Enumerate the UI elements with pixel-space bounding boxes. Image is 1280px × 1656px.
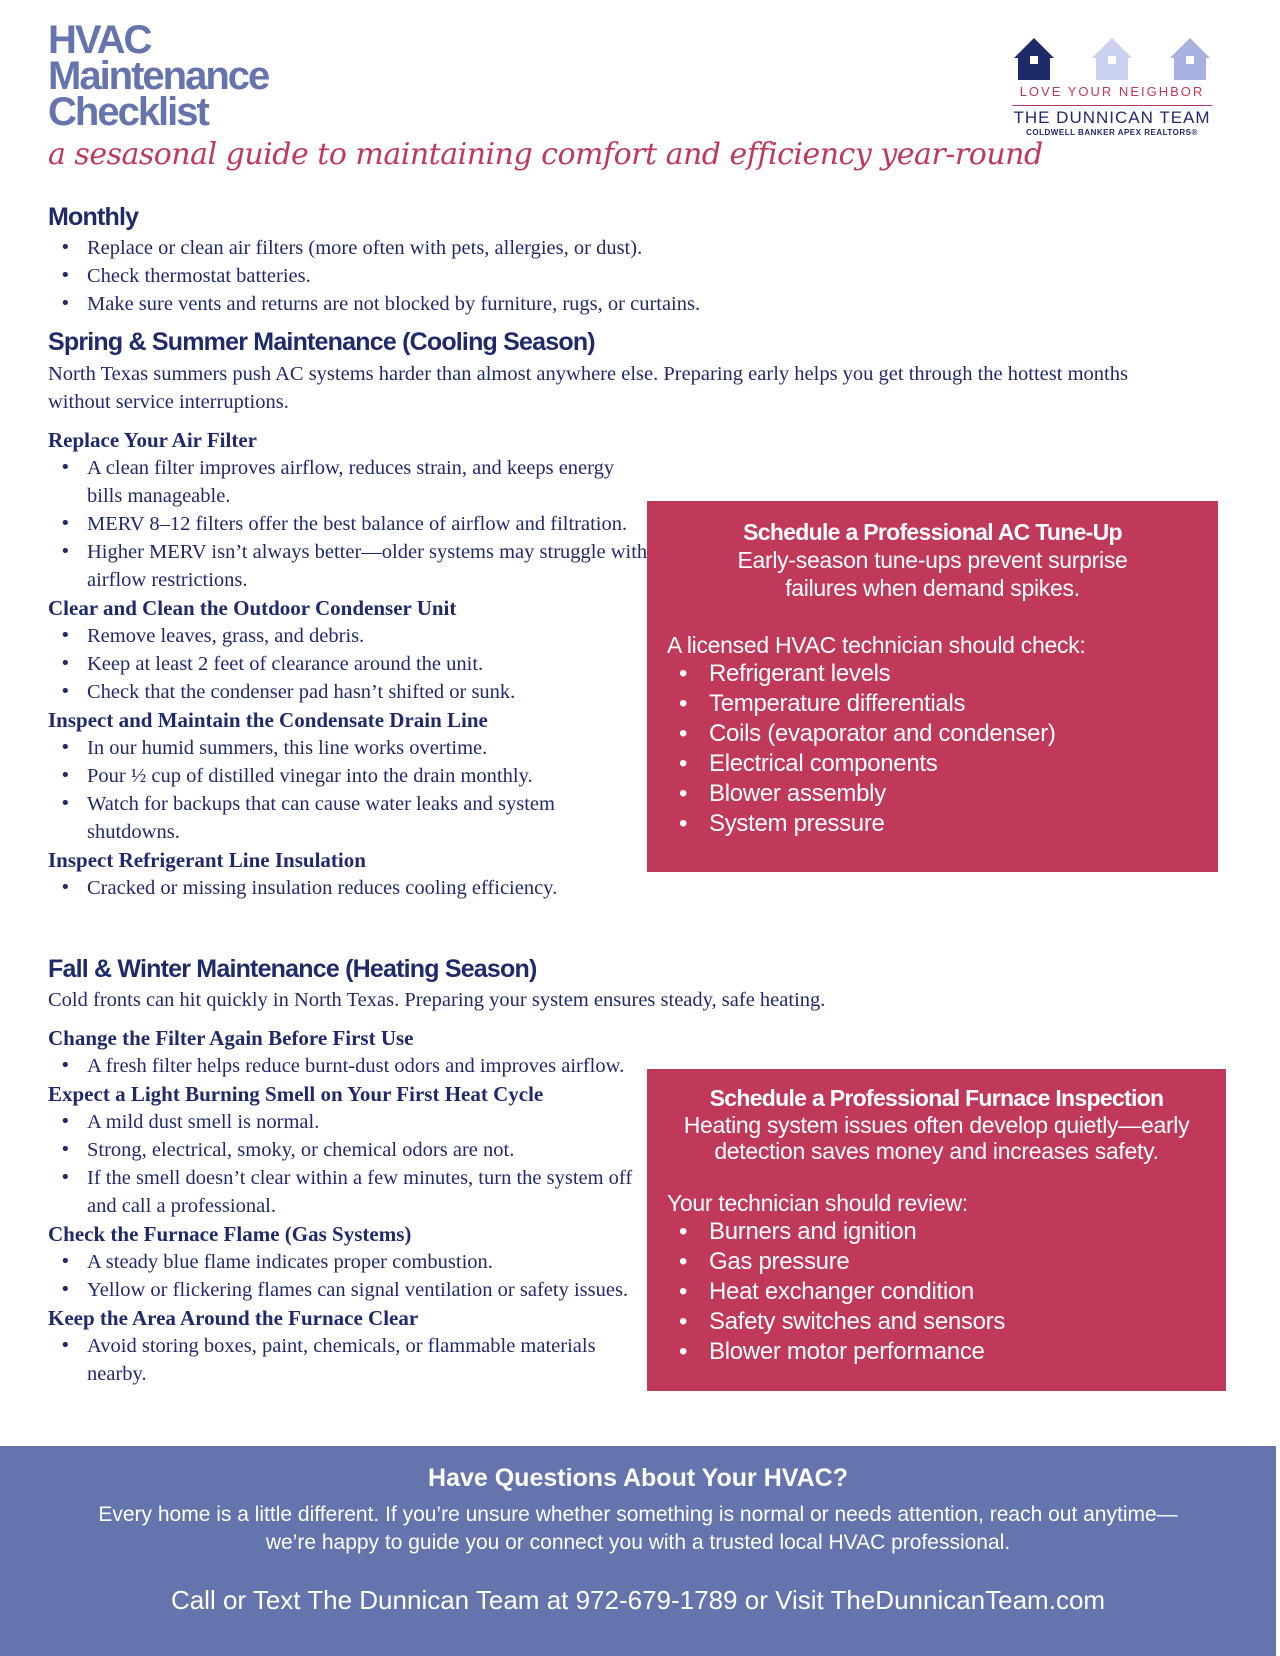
callout-heading: Schedule a Professional Furnace Inspection <box>709 1085 1164 1111</box>
brand-logo <box>1012 36 1212 137</box>
group-title: Change the Filter Again Before First Use <box>48 1026 414 1050</box>
group-list <box>48 622 648 706</box>
callout-list <box>667 659 1198 839</box>
logo-tagline: LOVE YOUR NEIGHBOR <box>1019 84 1205 99</box>
group-list <box>48 734 648 846</box>
title-line-2: Maintenance <box>48 54 269 98</box>
list-item: • Temperature differentials <box>667 689 1198 719</box>
group-list <box>48 1108 648 1220</box>
contact-footer <box>0 1446 1276 1656</box>
list-item: • System pressure <box>667 809 1198 839</box>
callout-description-line: Heating system issues often develop quietly—early <box>683 1112 1190 1138</box>
furnace-inspection-callout <box>647 1069 1226 1391</box>
house-icon-dark <box>1012 36 1056 82</box>
logo-brokerage: COLDWELL BANKER APEX REALTORS® <box>1026 128 1198 137</box>
list-item: • Replace or clean air filters (more often with pets, allergies, or dust). <box>48 234 1148 262</box>
list-item: • Make sure vents and returns are not blocked by furniture, rugs, or curtains. <box>48 290 1148 318</box>
callout-description-line: Early-season tune-ups prevent surprise <box>737 547 1128 573</box>
fall-intro: Cold fronts can hit quickly in North Texas. Preparing your system ensures steady, safe heating. <box>48 989 826 1011</box>
list-item: • Blower motor performance <box>667 1337 1206 1367</box>
fall-groups <box>48 1024 648 1388</box>
group-list <box>48 1052 648 1080</box>
list-item: • If the smell doesn’t clear within a few minutes, turn the system off and call a professional. <box>48 1164 648 1220</box>
group-title: Inspect and Maintain the Condensate Drain Line <box>48 708 488 732</box>
list-item: • Electrical components <box>667 749 1198 779</box>
callout-intro: A licensed HVAC technician should check: <box>667 632 1086 658</box>
list-item: • Yellow or flickering flames can signal ventilation or safety issues. <box>48 1276 648 1304</box>
list-item: • Heat exchanger condition <box>667 1277 1206 1307</box>
list-item: • Refrigerant levels <box>667 659 1198 689</box>
spring-intro: North Texas summers push AC systems harder than almost anywhere else. Preparing early helps you get through the hottest months without service interruptions. <box>48 363 1128 413</box>
house-icon-light <box>1090 36 1134 82</box>
group-title: Replace Your Air Filter <box>48 428 257 452</box>
footer-heading: Have Questions About Your HVAC? <box>428 1464 848 1492</box>
callout-heading: Schedule a Professional AC Tune-Up <box>743 519 1122 545</box>
group-title: Inspect Refrigerant Line Insulation <box>48 848 366 872</box>
group-title: Check the Furnace Flame (Gas Systems) <box>48 1222 412 1246</box>
page-subtitle: a sesasonal guide to maintaining comfort and efficiency year-round <box>48 137 1043 172</box>
list-item: • Higher MERV isn’t always better—older systems may struggle with airflow restrictions. <box>48 538 648 594</box>
callout-intro: Your technician should review: <box>667 1190 968 1216</box>
logo-team-name: THE DUNNICAN TEAM <box>1012 105 1212 128</box>
footer-body: Every home is a little different. If you’re unsure whether something is normal or needs attention, reach out anytime—we’re happy to guide you or connect you with a trusted local HVAC professional. <box>98 1503 1178 1554</box>
list-item: • Check that the condenser pad hasn’t shifted or sunk. <box>48 678 648 706</box>
title-line-1: HVAC <box>48 18 151 62</box>
list-item: • Coils (evaporator and condenser) <box>667 719 1198 749</box>
list-item: • Cracked or missing insulation reduces cooling efficiency. <box>48 874 648 902</box>
monthly-list <box>48 234 1148 318</box>
group-title: Keep the Area Around the Furnace Clear <box>48 1306 419 1330</box>
group-title: Clear and Clean the Outdoor Condenser Unit <box>48 596 457 620</box>
list-item: • A mild dust smell is normal. <box>48 1108 648 1136</box>
callout-list <box>667 1217 1206 1367</box>
list-item: • Keep at least 2 feet of clearance around the unit. <box>48 650 648 678</box>
group-list <box>48 1248 648 1304</box>
footer-contact[interactable]: Call or Text The Dunnican Team at 972-679-1789 or Visit TheDunnicanTeam.com <box>170 1585 1106 1615</box>
list-item: • In our humid summers, this line works overtime. <box>48 734 648 762</box>
list-item: • Blower assembly <box>667 779 1198 809</box>
title-line-3: Checklist <box>48 90 208 134</box>
list-item: • Check thermostat batteries. <box>48 262 1148 290</box>
list-item: • Safety switches and sensors <box>667 1307 1206 1337</box>
group-list <box>48 874 648 902</box>
list-item: • Avoid storing boxes, paint, chemicals, or flammable materials nearby. <box>48 1332 648 1388</box>
fall-heading: Fall & Winter Maintenance (Heating Season) <box>48 955 537 983</box>
list-item: • A fresh filter helps reduce burnt-dust odors and improves airflow. <box>48 1052 648 1080</box>
list-item: • Remove leaves, grass, and debris. <box>48 622 648 650</box>
group-list <box>48 454 648 594</box>
callout-description-line: failures when demand spikes. <box>785 575 1080 601</box>
house-icon-mid <box>1168 36 1212 82</box>
list-item: • Burners and ignition <box>667 1217 1206 1247</box>
callout-description-line: detection saves money and increases safety. <box>714 1138 1159 1164</box>
list-item: • Watch for backups that can cause water leaks and system shutdowns. <box>48 790 648 846</box>
group-list <box>48 1332 648 1388</box>
house-icons <box>1012 36 1212 82</box>
spring-heading: Spring & Summer Maintenance (Cooling Season) <box>48 328 595 356</box>
list-item: • Pour ½ cup of distilled vinegar into the drain monthly. <box>48 762 648 790</box>
list-item: • MERV 8–12 filters offer the best balance of airflow and filtration. <box>48 510 648 538</box>
list-item: • A steady blue flame indicates proper combustion. <box>48 1248 648 1276</box>
page-title <box>48 18 368 134</box>
list-item: • Strong, electrical, smoky, or chemical odors are not. <box>48 1136 648 1164</box>
list-item: • Gas pressure <box>667 1247 1206 1277</box>
monthly-heading: Monthly <box>48 203 139 231</box>
list-item: • A clean filter improves airflow, reduces strain, and keeps energy bills manageable. <box>48 454 648 510</box>
spring-groups <box>48 426 648 902</box>
ac-tuneup-callout <box>647 501 1218 872</box>
group-title: Expect a Light Burning Smell on Your First Heat Cycle <box>48 1082 544 1106</box>
